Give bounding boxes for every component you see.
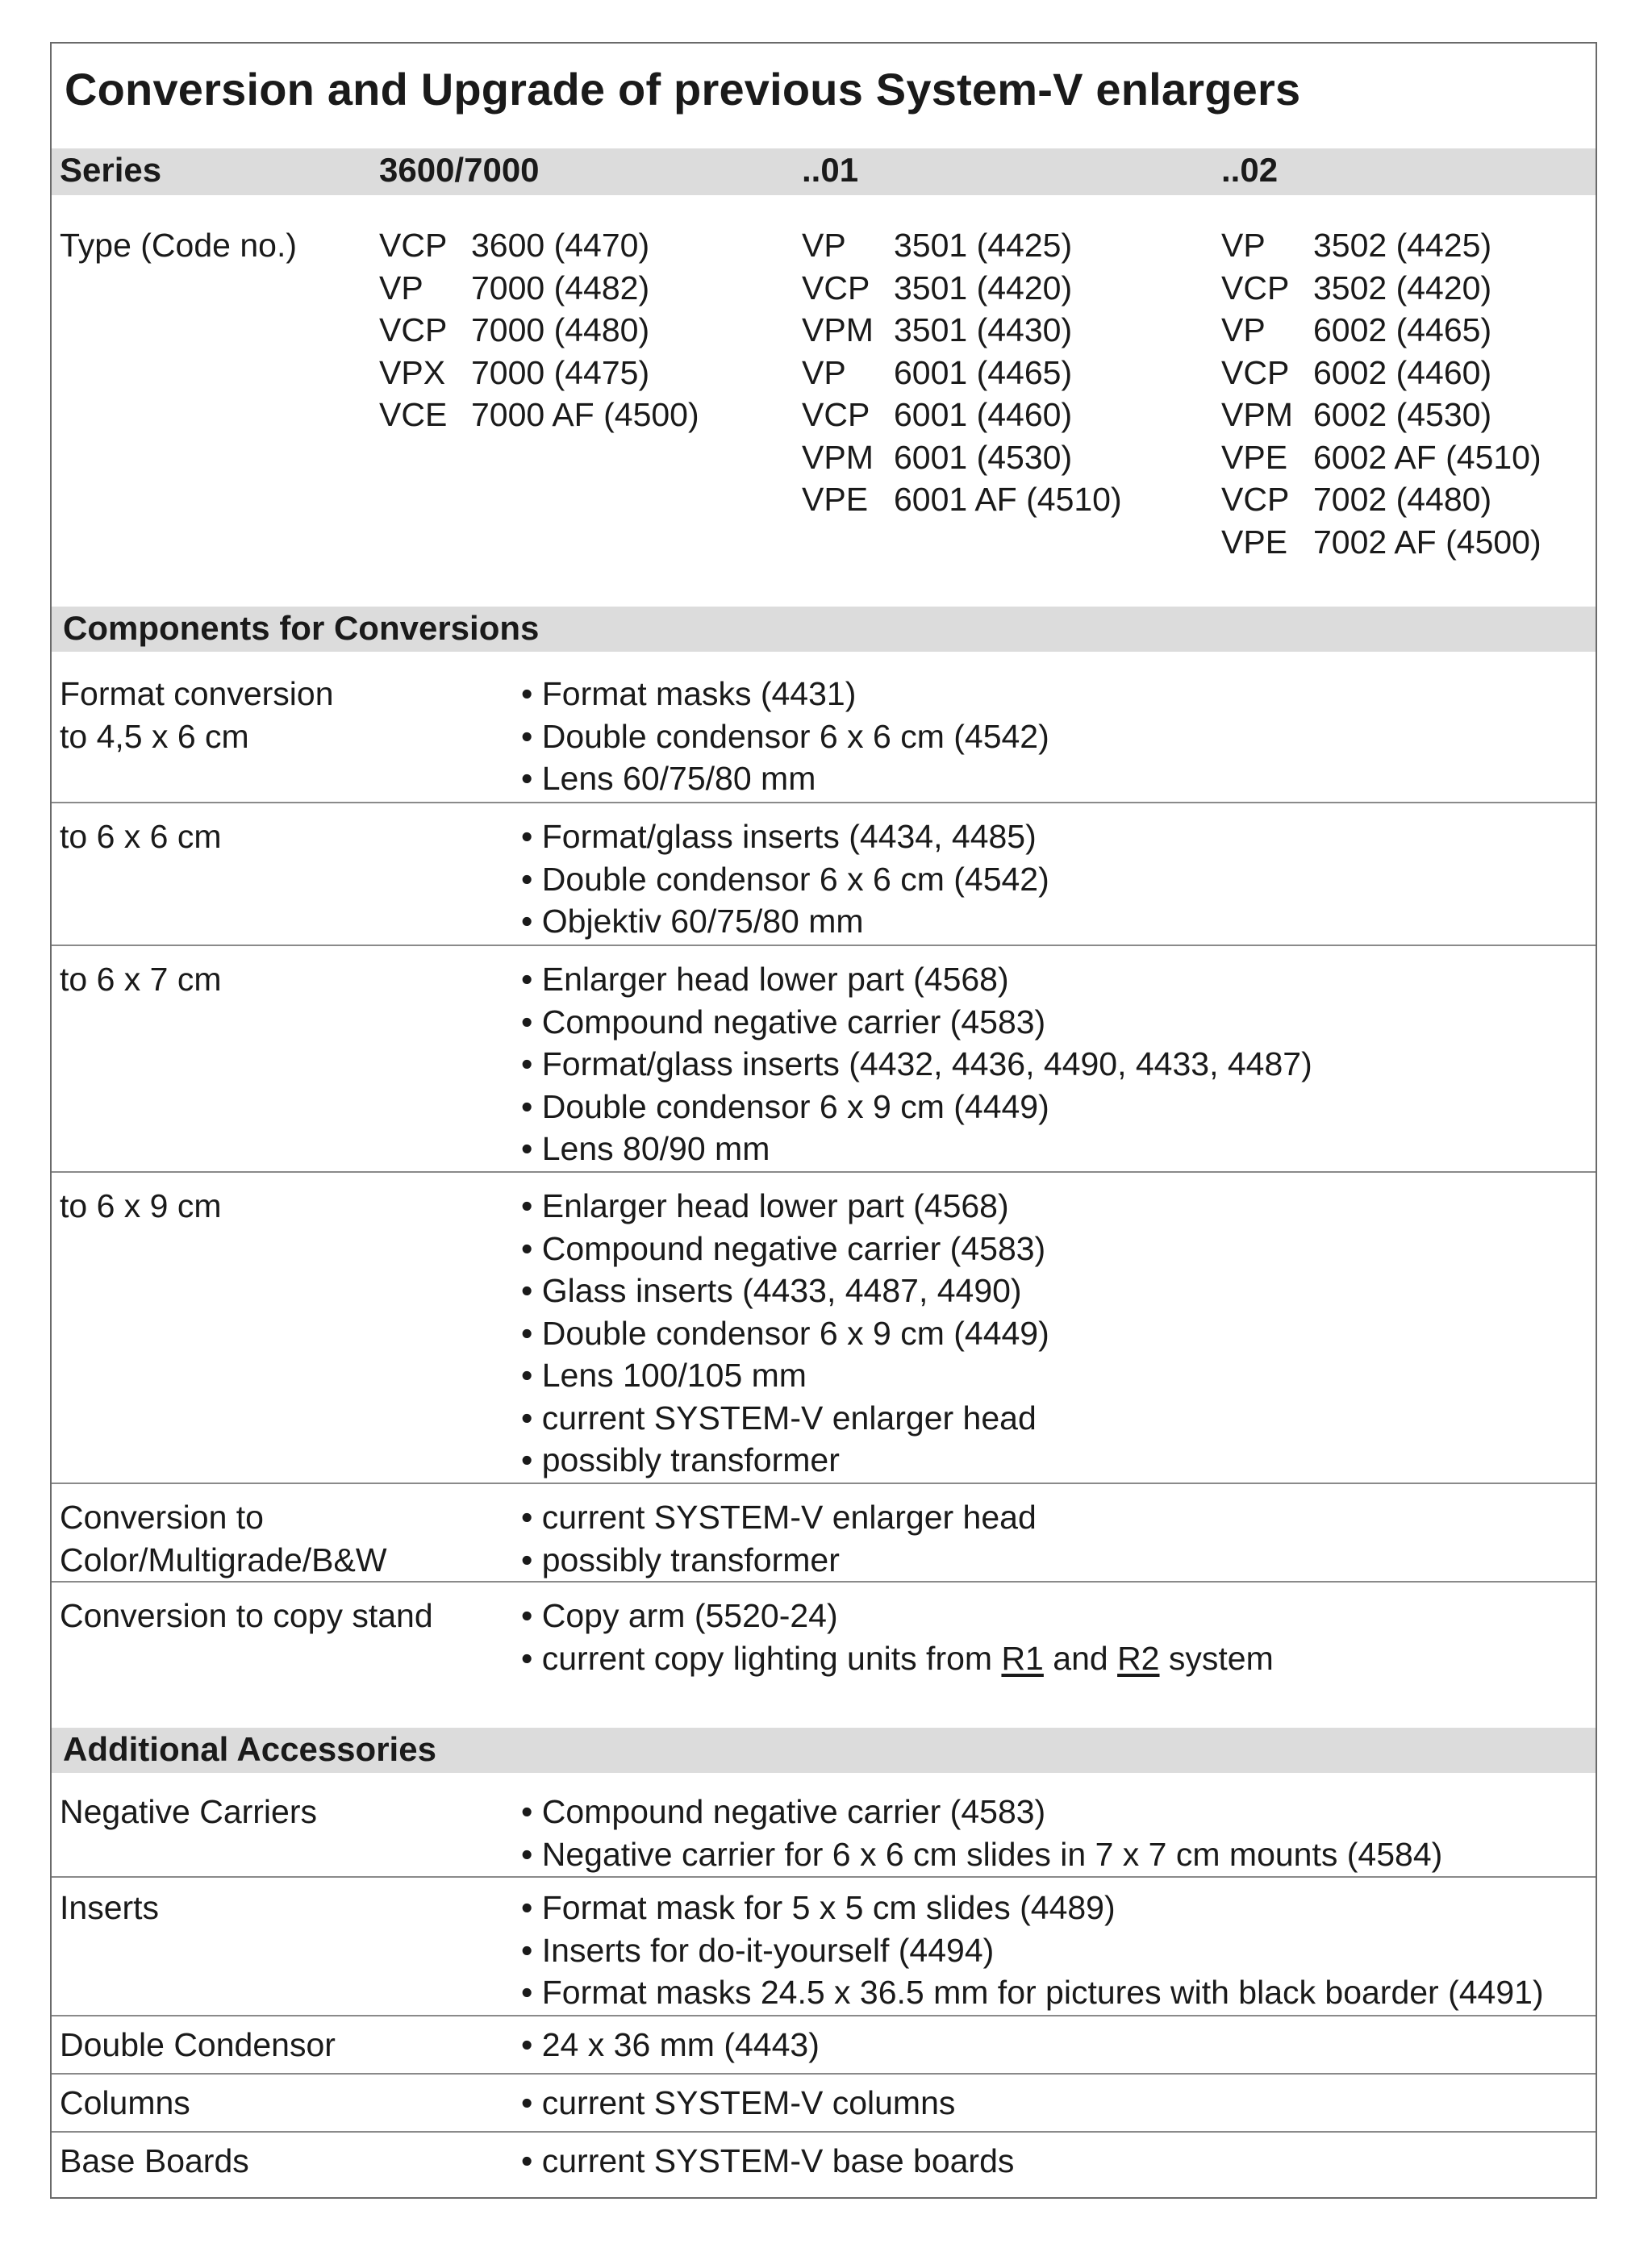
list-item-copy-lighting: [521, 1637, 1274, 1680]
row-label-line: to 6 x 9 cm: [60, 1187, 222, 1224]
r1-link[interactable]: R1: [1001, 1639, 1044, 1677]
type-model: 6001 AF (4510): [894, 481, 1122, 518]
type-list-3600-7000: [379, 224, 699, 436]
type-entry: [802, 224, 1122, 267]
bullet-list-columns: [521, 2082, 955, 2125]
type-model: 6001 (4465): [894, 353, 1073, 391]
type-prefix: VCP: [1221, 353, 1290, 391]
list-item: • Format mask for 5 x 5 cm slides (4489): [521, 1887, 1544, 1929]
list-item: • Negative carrier for 6 x 6 cm slides in 7 x 7 cm mounts (4584): [521, 1833, 1442, 1876]
type-prefix: VPM: [802, 311, 874, 348]
type-model: 6001 (4530): [894, 438, 1073, 476]
type-entry: [1221, 224, 1541, 267]
type-prefix: VPE: [1221, 523, 1288, 561]
row-label-columns: Columns: [60, 2084, 190, 2121]
type-model: 7002 AF (4500): [1313, 523, 1541, 561]
list-item: • Double condensor 6 x 9 cm (4449): [521, 1086, 1312, 1128]
bullet-list-base-boards: [521, 2140, 1014, 2183]
type-model: 3501 (4430): [894, 311, 1073, 348]
list-item: • Format masks (4431): [521, 673, 1049, 715]
type-model: 7000 (4480): [471, 311, 650, 348]
row-label-6x6: [60, 815, 222, 858]
copy-lighting-text: system: [1159, 1639, 1274, 1677]
type-entry: [379, 352, 699, 394]
list-item: • Compound negative carrier (4583): [521, 1228, 1049, 1270]
row-label-inserts: Inserts: [60, 1889, 160, 1926]
row-label-copy-stand: [60, 1595, 433, 1637]
type-entry: [379, 394, 699, 436]
row-divider: [52, 2131, 1596, 2133]
type-prefix: VPE: [802, 481, 869, 518]
type-entry: [1221, 394, 1541, 436]
row-label-double-condensor: Double Condensor: [60, 2026, 336, 2063]
type-entry: [379, 224, 699, 267]
type-entry: [379, 309, 699, 352]
row-label-6x9: [60, 1185, 222, 1228]
list-item: • possibly transformer: [521, 1539, 1037, 1582]
list-item: • Compound negative carrier (4583): [521, 1001, 1312, 1044]
list-item: • Format masks 24.5 x 36.5 mm for pictures with black boarder (4491): [521, 1971, 1544, 2014]
list-item: • Compound negative carrier (4583): [521, 1791, 1442, 1833]
list-item: • possibly transformer: [521, 1439, 1049, 1482]
type-prefix: VP: [379, 269, 423, 307]
type-model: 3501 (4425): [894, 227, 1073, 264]
list-item: • Double condensor 6 x 6 cm (4542): [521, 715, 1049, 758]
type-entry: [1221, 352, 1541, 394]
type-entry: [802, 267, 1122, 310]
list-item: • Format/glass inserts (4432, 4436, 4490, 4433, 4487): [521, 1043, 1312, 1086]
type-prefix: VPX: [379, 353, 446, 391]
row-divider: [52, 1876, 1596, 1878]
row-label-line: Color/Multigrade/B&W: [60, 1541, 387, 1578]
list-item: • Enlarger head lower part (4568): [521, 958, 1312, 1001]
type-entry: [802, 309, 1122, 352]
bullet-list-inserts: [521, 1887, 1544, 2014]
type-prefix: VCP: [1221, 481, 1290, 518]
type-entry: [1221, 521, 1541, 564]
bullet-list-copy-stand: [521, 1595, 1274, 1679]
row-divider: [52, 1171, 1596, 1173]
list-item: • Inserts for do-it-yourself (4494): [521, 1929, 1544, 1972]
row-label-format-4-5x6: [60, 673, 334, 757]
type-entry: [802, 352, 1122, 394]
list-item: • Lens 100/105 mm: [521, 1354, 1049, 1397]
type-model: 7002 (4480): [1313, 481, 1492, 518]
type-prefix: VPE: [1221, 438, 1288, 476]
type-entry: [802, 436, 1122, 479]
list-item: • Lens 60/75/80 mm: [521, 757, 1049, 800]
row-divider: [52, 802, 1596, 803]
type-prefix: VCP: [802, 269, 870, 307]
row-label-line: Conversion to copy stand: [60, 1597, 433, 1634]
type-entry: [1221, 436, 1541, 479]
series-col-02: ..02: [1221, 151, 1279, 189]
type-model: 3502 (4425): [1313, 227, 1492, 264]
type-model: 6002 (4465): [1313, 311, 1492, 348]
bullet-list-double-condensor: [521, 2024, 820, 2066]
row-label-6x7: [60, 958, 222, 1001]
type-prefix: VCP: [379, 311, 448, 348]
type-entry: [1221, 309, 1541, 352]
type-model: 6002 AF (4510): [1313, 438, 1541, 476]
series-col-3600-7000: 3600/7000: [379, 151, 540, 189]
type-prefix: VCP: [1221, 269, 1290, 307]
row-label-negative-carriers: Negative Carriers: [60, 1793, 317, 1830]
bullet-list-6x6: [521, 815, 1049, 943]
row-divider: [52, 1581, 1596, 1583]
row-divider: [52, 2073, 1596, 2075]
type-entry: [1221, 478, 1541, 521]
bullet-list-negative-carriers: [521, 1791, 1442, 1875]
type-prefix: VP: [1221, 227, 1266, 264]
list-item: • current SYSTEM-V columns: [521, 2082, 955, 2125]
copy-lighting-text: and: [1043, 1639, 1118, 1677]
list-item: • 24 x 36 mm (4443): [521, 2024, 820, 2066]
type-prefix: VCP: [802, 396, 870, 433]
row-divider: [52, 2015, 1596, 2016]
type-list-01: [802, 224, 1122, 521]
type-model: 3501 (4420): [894, 269, 1073, 307]
bullet-list-format-4-5x6: [521, 673, 1049, 800]
type-entry: [802, 478, 1122, 521]
row-label-line: Format conversion: [60, 675, 334, 712]
row-label-base-boards: Base Boards: [60, 2142, 249, 2179]
type-model: 7000 AF (4500): [471, 396, 699, 433]
type-model: 6002 (4460): [1313, 353, 1492, 391]
list-item: • current SYSTEM-V enlarger head: [521, 1397, 1049, 1440]
row-label-line: to 6 x 7 cm: [60, 961, 222, 998]
type-prefix: VP: [802, 227, 846, 264]
row-label-line: to 4,5 x 6 cm: [60, 717, 249, 755]
type-label: Type (Code no.): [60, 227, 297, 264]
row-label-line: to 6 x 6 cm: [60, 818, 222, 855]
type-prefix: VPM: [802, 438, 874, 476]
list-item: • Double condensor 6 x 9 cm (4449): [521, 1312, 1049, 1355]
components-heading: Components for Conversions: [63, 609, 540, 647]
type-model: 7000 (4482): [471, 269, 650, 307]
r2-link[interactable]: R2: [1117, 1639, 1160, 1677]
type-model: 3600 (4470): [471, 227, 650, 264]
copy-lighting-text: current copy lighting units from: [541, 1639, 1002, 1677]
row-divider: [52, 945, 1596, 946]
list-item: • current SYSTEM-V base boards: [521, 2140, 1014, 2183]
list-item: • Double condensor 6 x 6 cm (4542): [521, 858, 1049, 901]
series-col-01: ..01: [802, 151, 859, 189]
list-item: • Glass inserts (4433, 4487, 4490): [521, 1270, 1049, 1312]
list-item: • Copy arm (5520-24): [521, 1595, 1274, 1637]
type-list-02: [1221, 224, 1541, 563]
bullet-list-color-multigrade: [521, 1496, 1037, 1581]
bullet-list-6x9: [521, 1185, 1049, 1482]
type-model: 6001 (4460): [894, 396, 1073, 433]
row-label-color-multigrade: [60, 1496, 387, 1581]
page-title: Conversion and Upgrade of previous System-V enlargers: [65, 64, 1301, 115]
type-prefix: VPM: [1221, 396, 1293, 433]
type-entry: [379, 267, 699, 310]
list-item: • Format/glass inserts (4434, 4485): [521, 815, 1049, 858]
list-item: • current SYSTEM-V enlarger head: [521, 1496, 1037, 1539]
type-model: 6002 (4530): [1313, 396, 1492, 433]
type-prefix: VCE: [379, 396, 448, 433]
type-entry: [1221, 267, 1541, 310]
type-prefix: VP: [802, 353, 846, 391]
accessories-heading: Additional Accessories: [63, 1730, 436, 1768]
row-divider: [52, 1483, 1596, 1484]
bullet-list-6x7: [521, 958, 1312, 1170]
type-model: 7000 (4475): [471, 353, 650, 391]
row-label-line: Conversion to: [60, 1499, 264, 1536]
series-label: Series: [60, 151, 162, 189]
list-item: • Objektiv 60/75/80 mm: [521, 900, 1049, 943]
list-item: • Enlarger head lower part (4568): [521, 1185, 1049, 1228]
type-entry: [802, 394, 1122, 436]
type-model: 3502 (4420): [1313, 269, 1492, 307]
list-item: • Lens 80/90 mm: [521, 1128, 1312, 1170]
type-prefix: VP: [1221, 311, 1266, 348]
type-prefix: VCP: [379, 227, 448, 264]
